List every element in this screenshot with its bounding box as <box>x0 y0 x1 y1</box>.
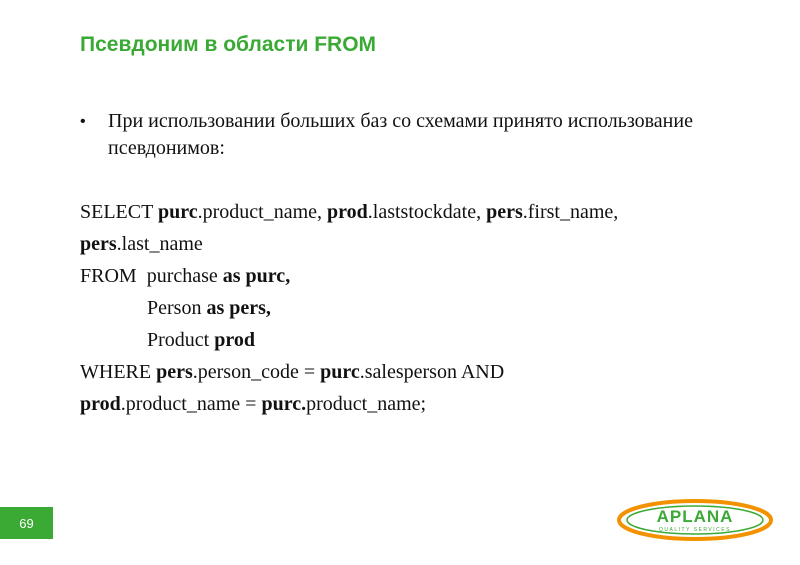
sql-text: FROM purchase <box>80 265 223 287</box>
sql-text: .product_name, <box>197 201 328 223</box>
bullet-text: При использовании больших баз со схемами принято использование псевдонимов: <box>108 110 693 159</box>
sql-line <box>80 388 780 420</box>
slide-title: Псевдоним в области FROM <box>80 33 377 56</box>
sql-text: product_name; <box>306 393 427 415</box>
sql-alias: purc <box>320 361 360 383</box>
sql-alias: purc. <box>261 393 307 415</box>
sql-text: .person_code = <box>192 361 321 383</box>
sql-line <box>80 356 780 388</box>
sql-alias: prod <box>327 201 368 223</box>
sql-text: .product_name = <box>120 393 262 415</box>
bullet-icon: • <box>80 113 86 130</box>
page-number-badge <box>0 507 53 539</box>
sql-text: .laststockdate, <box>367 201 487 223</box>
sql-line <box>80 228 780 260</box>
sql-alias: as pers, <box>206 297 271 319</box>
bullet-item <box>80 108 720 162</box>
sql-text: Person <box>147 297 207 319</box>
sql-alias: pers <box>156 361 193 383</box>
sql-alias: pers <box>486 201 523 223</box>
sql-line <box>80 260 780 292</box>
page-number: 69 <box>19 515 34 531</box>
sql-alias: pers <box>80 233 117 255</box>
sql-line <box>80 196 780 228</box>
sql-text: .salesperson AND <box>359 361 505 383</box>
sql-line <box>80 292 780 324</box>
sql-alias: prod <box>214 329 255 351</box>
sql-alias: purc <box>157 201 198 223</box>
logo-wordmark: APLANA <box>656 507 734 526</box>
sql-query <box>80 196 780 420</box>
aplana-logo <box>615 496 775 544</box>
sql-text: .last_name <box>116 233 203 255</box>
sql-line <box>80 324 780 356</box>
sql-text: .first_name, <box>522 201 619 223</box>
sql-alias: as purc, <box>222 265 291 287</box>
logo-tagline: QUALITY SERVICES <box>659 527 731 533</box>
sql-alias: prod <box>80 393 121 415</box>
sql-text: WHERE <box>80 361 157 383</box>
sql-text: Product <box>147 329 215 351</box>
sql-text: SELECT <box>80 201 158 223</box>
